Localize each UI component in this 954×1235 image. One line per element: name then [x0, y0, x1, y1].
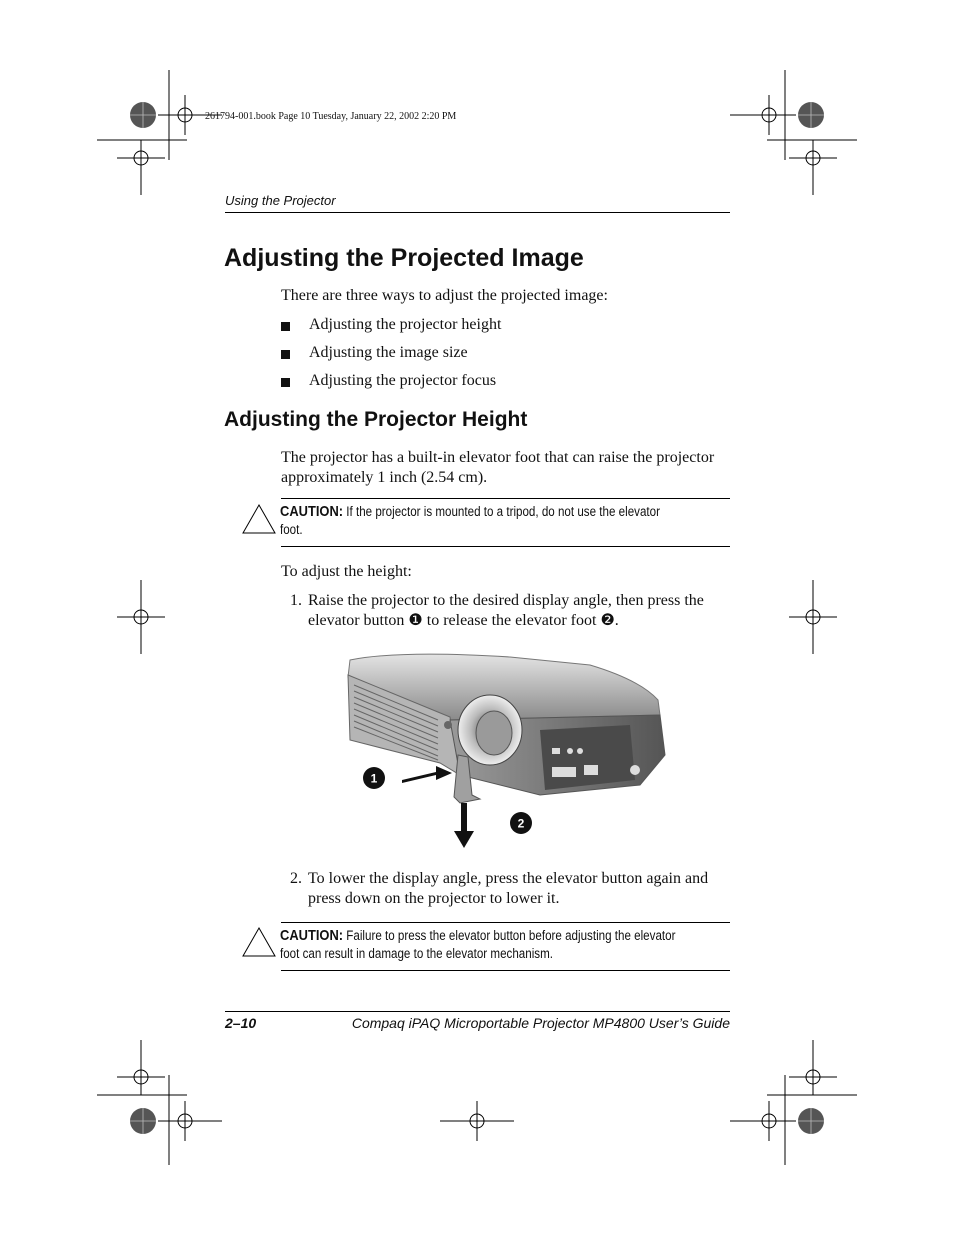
caution-note [280, 503, 684, 539]
step-text: Raise the projector to the desired display angle, then press the elevator button ❶ to release the elevator foot ❷. [308, 592, 704, 629]
bullet-text: Adjusting the projector height [309, 316, 502, 333]
book-info-line: 261794-001.book Page 10 Tuesday, January 22, 2002 2:20 PM [205, 111, 457, 122]
caution-bottom-rule [281, 546, 730, 547]
bullet-text: Adjusting the image size [309, 344, 468, 361]
bullet-square-icon [281, 322, 290, 331]
header-rule [225, 212, 730, 213]
caution-text: Failure to press the elevator button before adjusting the elevator foot can result in damage to the elevator mechanism. [280, 928, 676, 961]
caution-triangle-icon [241, 503, 277, 535]
footer-title: Compaq iPAQ Microportable Projector MP4800 User’s Guide [351, 1015, 730, 1031]
bullet-square-icon [281, 350, 290, 359]
step-text: To lower the display angle, press the elevator button again and press down on the projector to lower it. [308, 870, 709, 907]
caution-triangle-icon [241, 926, 277, 958]
step-number: 2. [290, 870, 302, 887]
caution-label: CAUTION: [280, 927, 344, 944]
bullet-square-icon [281, 378, 290, 387]
caution-bottom-rule [281, 970, 730, 971]
step-number: 1. [290, 592, 302, 609]
projector-illustration [340, 645, 670, 860]
adjust-intro: To adjust the height: [281, 563, 412, 580]
caution-top-rule [281, 498, 730, 499]
caution-label: CAUTION: [280, 503, 344, 520]
caution-text: If the projector is mounted to a tripod, do not use the elevator foot. [280, 504, 660, 537]
caution-note [280, 927, 684, 963]
section-heading: Adjusting the Projector Height [224, 408, 528, 431]
intro-paragraph: There are three ways to adjust the projected image: [281, 287, 608, 304]
section-paragraph: The projector has a built-in elevator foot that can raise the projector approximately 1 inch (2.54 cm). [281, 449, 715, 486]
callout-1: 1 [370, 771, 378, 786]
callout-2: 2 [517, 816, 525, 831]
bullet-text: Adjusting the projector focus [309, 372, 497, 389]
page-number: 2–10 [225, 1015, 257, 1031]
footer-rule [225, 1011, 730, 1012]
running-header: Using the Projector [225, 193, 336, 208]
caution-top-rule [281, 922, 730, 923]
page-heading: Adjusting the Projected Image [224, 244, 584, 272]
